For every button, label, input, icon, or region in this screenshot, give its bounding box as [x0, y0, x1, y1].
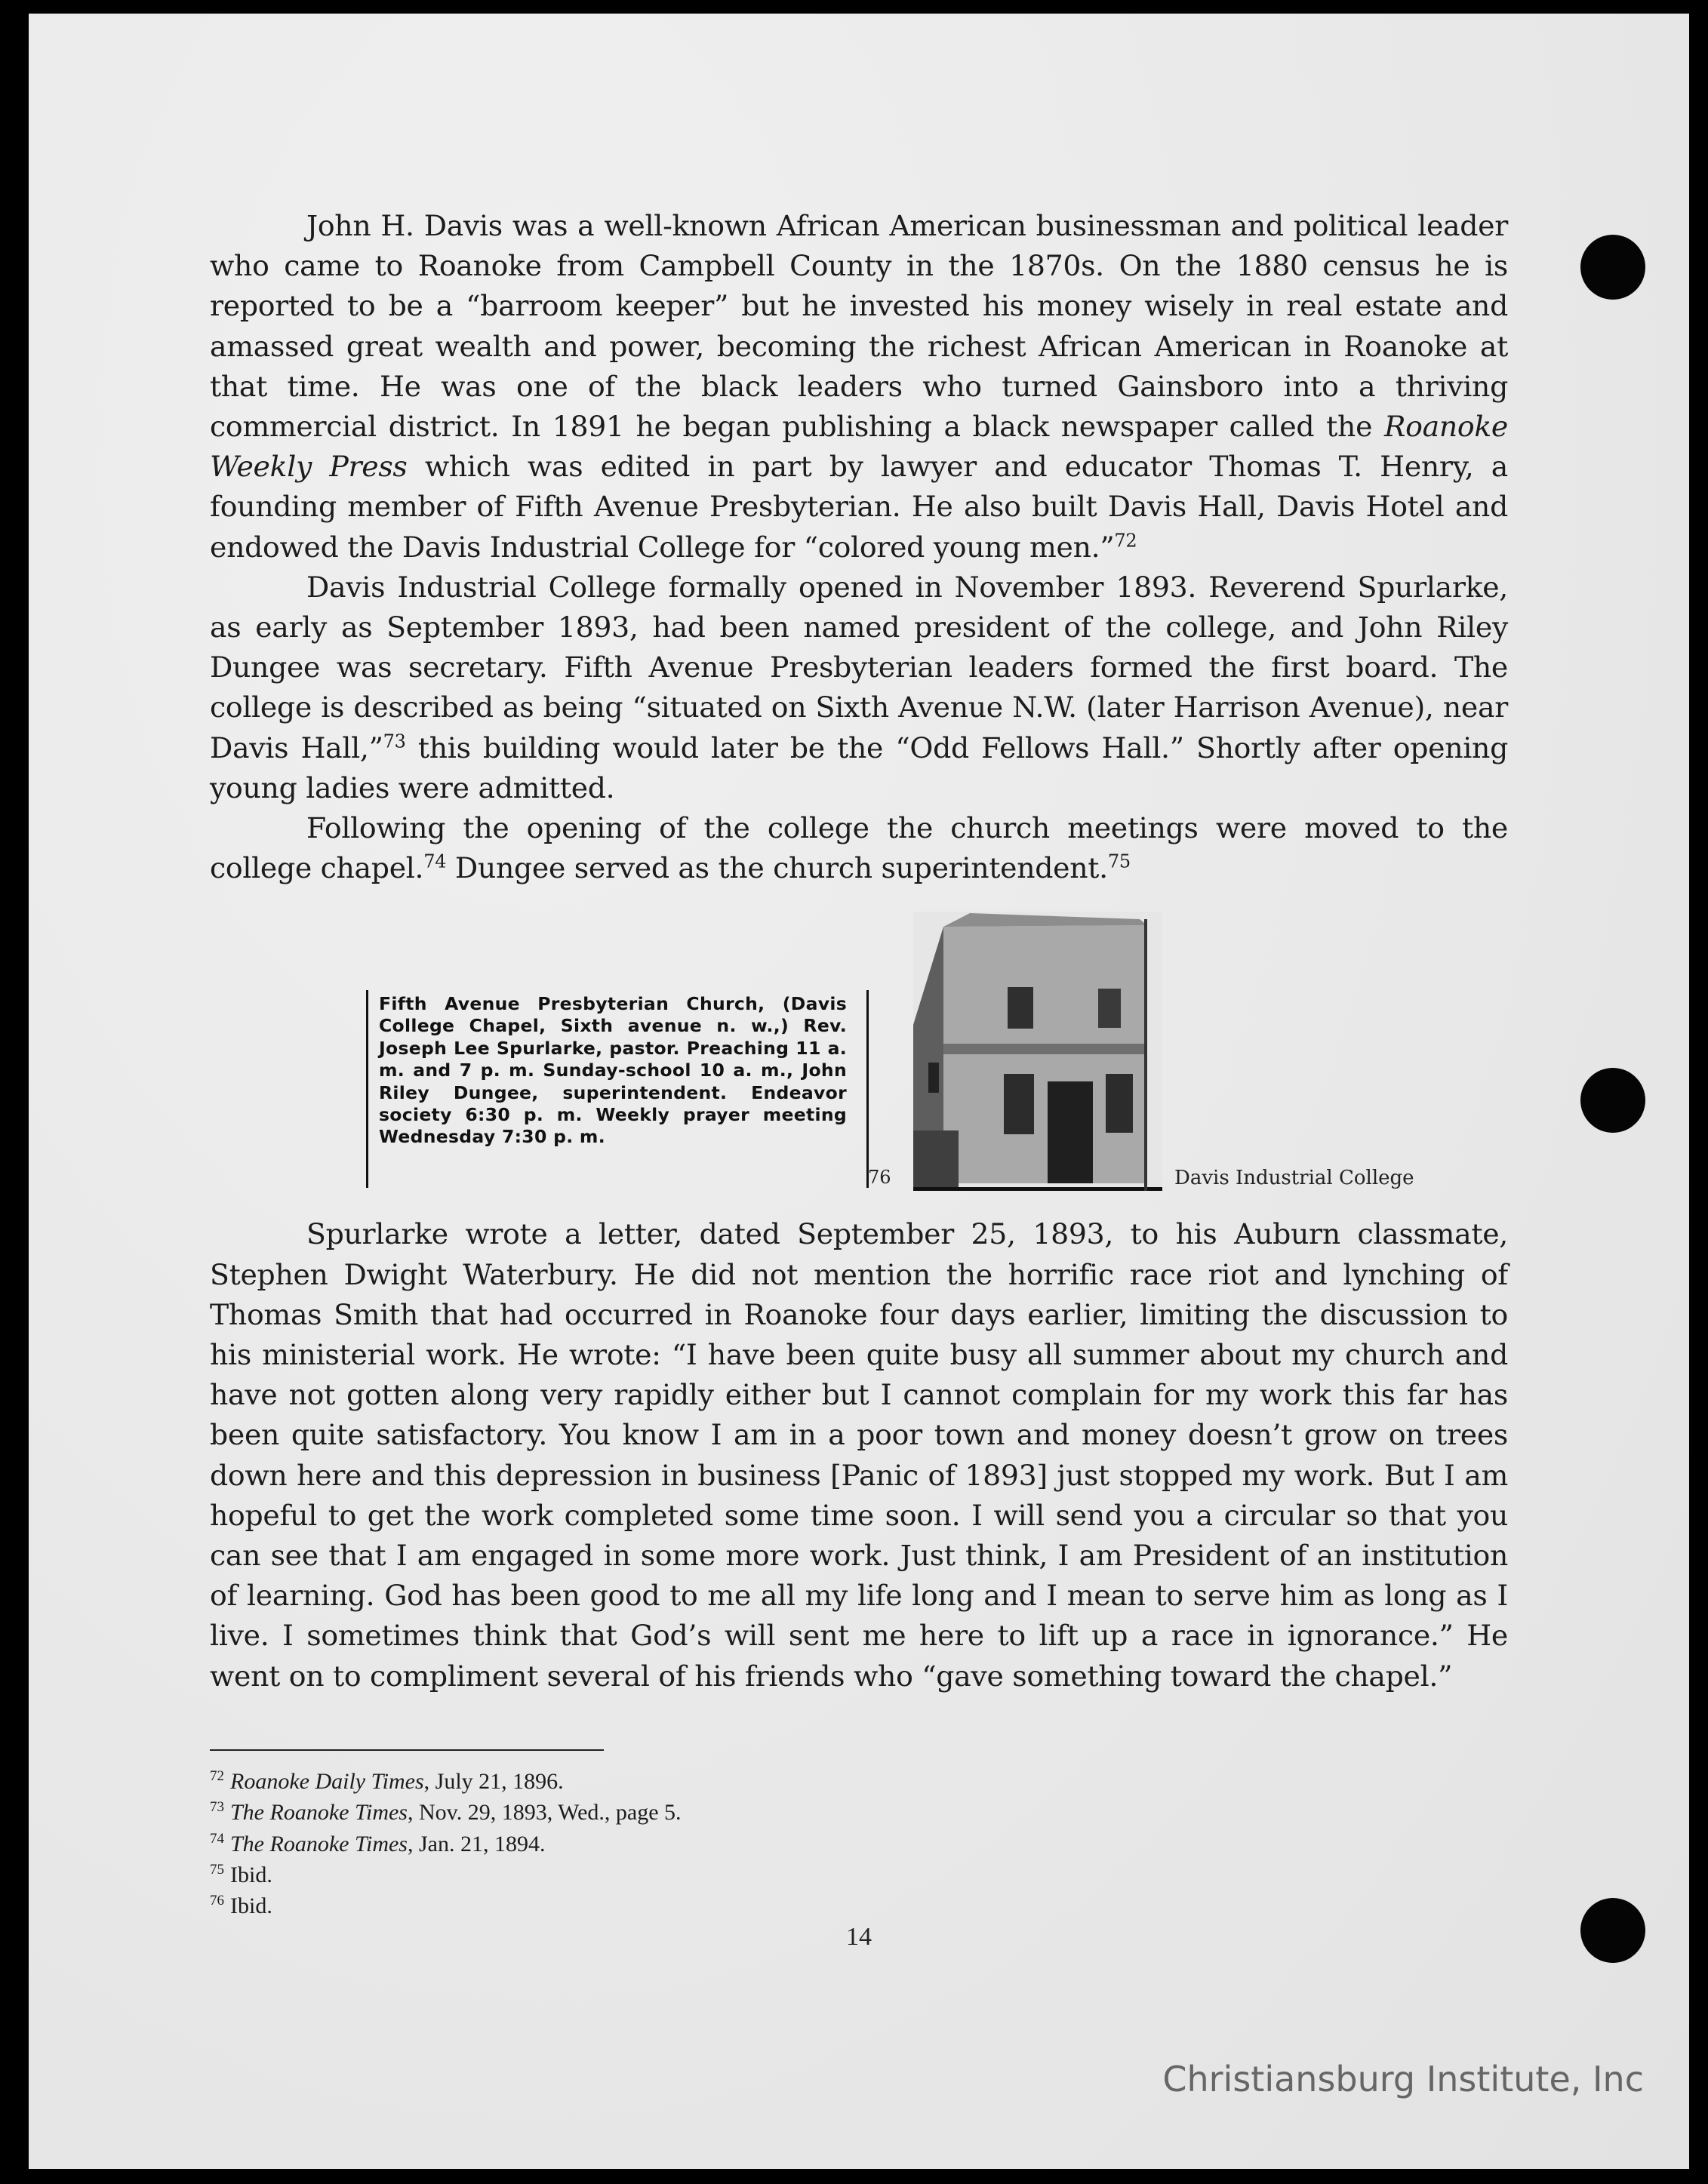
footnote-ref: 73: [383, 731, 406, 752]
page-number: 14: [846, 1923, 872, 1951]
watermark: Christiansburg Institute, Inc: [1162, 2059, 1644, 2099]
footnote: $^{74}$ The Roanoke Times, Jan. 21, 1894.: [210, 1830, 546, 1856]
paragraph-1: John H. Davis was a well-known African American businessman and political leader who came to Roanoke from Campbell County in the 1870s. On the 1880 census he is reported to be a “barroom keeper” but he invested his money wisely in real estate and amassed great wealth and power, becoming the richest African American in Roanoke at that time. He was one of the black leaders who turned Gainsboro into a thriving commercial district. In 1891 he began publishing a black newspaper called the Roanoke Weekly Press which was edited in part by lawyer and educator Thomas T. Henry, a founding member of Fifth Avenue Presbyterian. He also built Davis Hall, Davis Hotel and endowed the Davis Industrial College for “colored young men.”$^{72}$: [210, 209, 1508, 564]
paragraph-4: Spurlarke wrote a letter, dated September 25, 1893, to his Auburn classmate, Stephen Dwight Waterbury. He did not mention the horrific race riot and lynching of Thomas Smith that had occurred in Roanoke four days earlier, limiting the discussion to his ministerial work. He wrote: “I have been quite busy all summer about my church and have not gotten along very rapidly either but I cannot complain for my work this far has been quite satisfactory. You know I am in a poor town and money doesn’t grow on trees down here and this depression in business [Panic of 1893] just stopped my work. But I am hopeful to get the work completed some time soon. I will send you a circular so that you can see that I am engaged in some more work. Just think, I am President of an institution of learning. God has been good to me all my life long and I mean to serve him as long as I live. I sometimes think that God’s will sent me here to lift up a race in ignorance.” He went on to compliment several of his friends who “gave something toward the chapel.”: [210, 1217, 1508, 1693]
college-building-photo: [913, 912, 1162, 1191]
punch-hole: [1580, 1898, 1645, 1963]
punch-hole: [1580, 235, 1645, 300]
figure-row: [29, 903, 1689, 1193]
footnote: $^{72}$ Roanoke Daily Times, July 21, 1896.: [210, 1768, 564, 1794]
clipping-text: Fifth Avenue Presbyterian Church, (Davis College Chapel, Sixth avenue n. w.,) Rev. Joseph Lee Spurlarke, pastor. Preaching 11 a. m. and 7 p. m. Sunday-school 10 a. m., John Riley Dungee, superintendent. Endeavor society 6:30 p. m. Weekly prayer meeting Wednesday 7:30 p. m.: [379, 993, 847, 1148]
clipping-footnote-ref: 76: [868, 1167, 891, 1188]
document-page: [29, 14, 1689, 2169]
footnote-ref: 72: [1114, 530, 1137, 552]
footnote-ref: 74: [423, 851, 447, 872]
footnote: $^{75}$ Ibid.: [210, 1861, 272, 1887]
footnote-ref: 75: [1107, 851, 1131, 872]
footnotes: [210, 1766, 1266, 1921]
photo-caption: Davis Industrial College: [1174, 1167, 1414, 1189]
paragraph-3: Following the opening of the college the church meetings were moved to the college chapel.$^{74}$ Dungee served as the church superintendent.$^{75}$: [210, 811, 1508, 885]
newspaper-title: Roanoke Weekly Press: [210, 410, 1508, 484]
footnote: $^{73}$ The Roanoke Times, Nov. 29, 1893, Wed., page 5.: [210, 1799, 682, 1826]
newspaper-clipping: [366, 990, 869, 1188]
footnote: $^{76}$ Ibid.: [210, 1893, 272, 1919]
footnote-divider: [210, 1749, 604, 1751]
paragraph-2: Davis Industrial College formally opened in November 1893. Reverend Spurlarke, as early as September 1893, had been named president of the college, and John Riley Dungee was secretary. Fifth Avenue Presbyterian leaders formed the first board. The college is described as being “situated on Sixth Avenue N.W. (later Harrison Avenue), near Davis Hall,”$^{73}$ this building would later be the “Odd Fellows Hall.” Shortly after opening young ladies were admitted.: [210, 570, 1508, 804]
